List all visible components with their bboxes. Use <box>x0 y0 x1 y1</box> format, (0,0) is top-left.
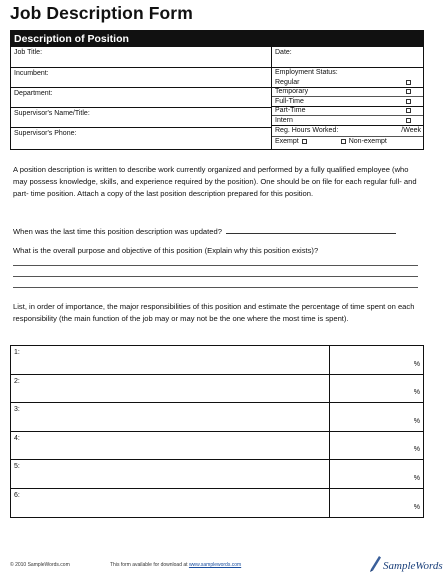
status-option-intern[interactable] <box>272 116 423 126</box>
last-updated-question <box>13 226 423 238</box>
per-week-label: /Week <box>401 126 421 134</box>
reg-hours-field[interactable] <box>272 126 423 137</box>
table-row <box>11 460 423 489</box>
supervisor-name-field[interactable]: Supervisor's Name/Title: <box>11 108 271 128</box>
samplewords-logo <box>368 554 443 572</box>
reg-hours-label: Reg. Hours Worked: <box>275 126 339 134</box>
job-title-field[interactable]: Job Title: <box>11 47 271 68</box>
part-time-checkbox[interactable] <box>406 108 411 113</box>
responsibilities-table <box>10 345 424 518</box>
last-updated-text: When was the last time this position description was updated? <box>13 227 222 236</box>
purpose-answer-line-3[interactable] <box>13 287 418 288</box>
intern-label: Intern <box>275 116 293 124</box>
intro-paragraph: A position description is written to describe work currently organized and performed by a fully qualified employee (who may possess knowledge, skills, and experience required by the position). One should be on file for each regular full- and part- time position. Attach a copy of the last position description prepared for this position. <box>13 165 417 198</box>
percent-sign: % <box>413 417 420 425</box>
responsibility-5-percent[interactable] <box>330 460 423 488</box>
responsibility-3-percent[interactable] <box>330 403 423 431</box>
percent-sign: % <box>413 504 420 511</box>
footer-available-text: This form available for download at <box>110 562 188 568</box>
nonexempt-option[interactable] <box>341 137 387 147</box>
exempt-options <box>272 137 423 147</box>
responsibility-1-percent[interactable] <box>330 346 423 374</box>
responsibilities-intro: List, in order of importance, the major responsibilities of this position and estimate the percentage of time spent on each responsibility (the main function of the job may or may not be the one where the most time is spent). <box>13 302 415 323</box>
table-row <box>11 375 423 404</box>
nonexempt-checkbox[interactable] <box>341 139 346 144</box>
section-header: Description of Position <box>11 31 423 47</box>
left-fields-column <box>11 47 272 149</box>
percent-sign: % <box>413 360 420 368</box>
responsibility-4-percent[interactable] <box>330 432 423 460</box>
responsibility-5-field[interactable]: 5: <box>11 460 330 488</box>
percent-sign: % <box>413 474 420 482</box>
full-time-label: Full-Time <box>275 97 304 105</box>
nonexempt-label: Non-exempt <box>348 137 387 145</box>
responsibility-1-field[interactable]: 1: <box>11 346 330 374</box>
table-row <box>11 403 423 432</box>
right-fields-column <box>272 47 423 149</box>
responsibility-4-field[interactable]: 4: <box>11 432 330 460</box>
department-field[interactable]: Department: <box>11 88 271 108</box>
percent-sign: % <box>413 446 420 453</box>
responsibility-6-percent[interactable] <box>330 489 423 518</box>
table-row <box>11 489 423 518</box>
description-of-position-section <box>10 30 424 150</box>
responsibility-2-field[interactable]: 2: <box>11 375 330 403</box>
regular-label: Regular <box>275 78 300 86</box>
footer-link[interactable]: www.samplewords.com <box>188 562 242 568</box>
temporary-checkbox[interactable] <box>406 89 411 94</box>
purpose-answer-line-2[interactable] <box>13 276 418 277</box>
percent-sign: % <box>413 389 420 396</box>
table-row <box>11 346 423 375</box>
supervisor-phone-field[interactable]: Supervisor's Phone: <box>14 129 77 137</box>
logo-text: SampleWords <box>383 560 443 572</box>
responsibility-3-field[interactable]: 3: <box>11 403 330 431</box>
last-updated-answer-line[interactable] <box>226 227 396 234</box>
table-row <box>11 432 423 461</box>
employment-status-text: Employment Status: <box>275 69 338 77</box>
part-time-label: Part-Time <box>275 107 306 114</box>
exempt-option[interactable] <box>275 137 307 147</box>
responsibility-2-percent[interactable] <box>330 375 423 403</box>
temporary-label: Temporary <box>275 88 309 95</box>
intern-checkbox[interactable] <box>406 118 411 123</box>
exempt-checkbox[interactable] <box>302 139 307 144</box>
responsibility-6-field[interactable]: 6: <box>11 489 330 518</box>
exempt-label: Exempt <box>275 137 299 145</box>
regular-checkbox[interactable] <box>406 80 411 85</box>
footer-copyright: © 2010 SampleWords.com <box>10 562 70 568</box>
incumbent-field[interactable]: Incumbent: <box>11 68 271 88</box>
employment-status-label <box>272 68 423 78</box>
form-title: Job Description Form <box>10 3 193 23</box>
date-field[interactable]: Date: <box>272 47 423 68</box>
footer-download-note <box>110 562 241 568</box>
pen-icon <box>368 554 382 572</box>
status-option-part-time[interactable] <box>272 107 423 117</box>
purpose-answer-line-1[interactable] <box>13 265 418 266</box>
purpose-question: What is the overall purpose and objective of this position (Explain why this position exists)? <box>13 246 319 255</box>
full-time-checkbox[interactable] <box>406 99 411 104</box>
